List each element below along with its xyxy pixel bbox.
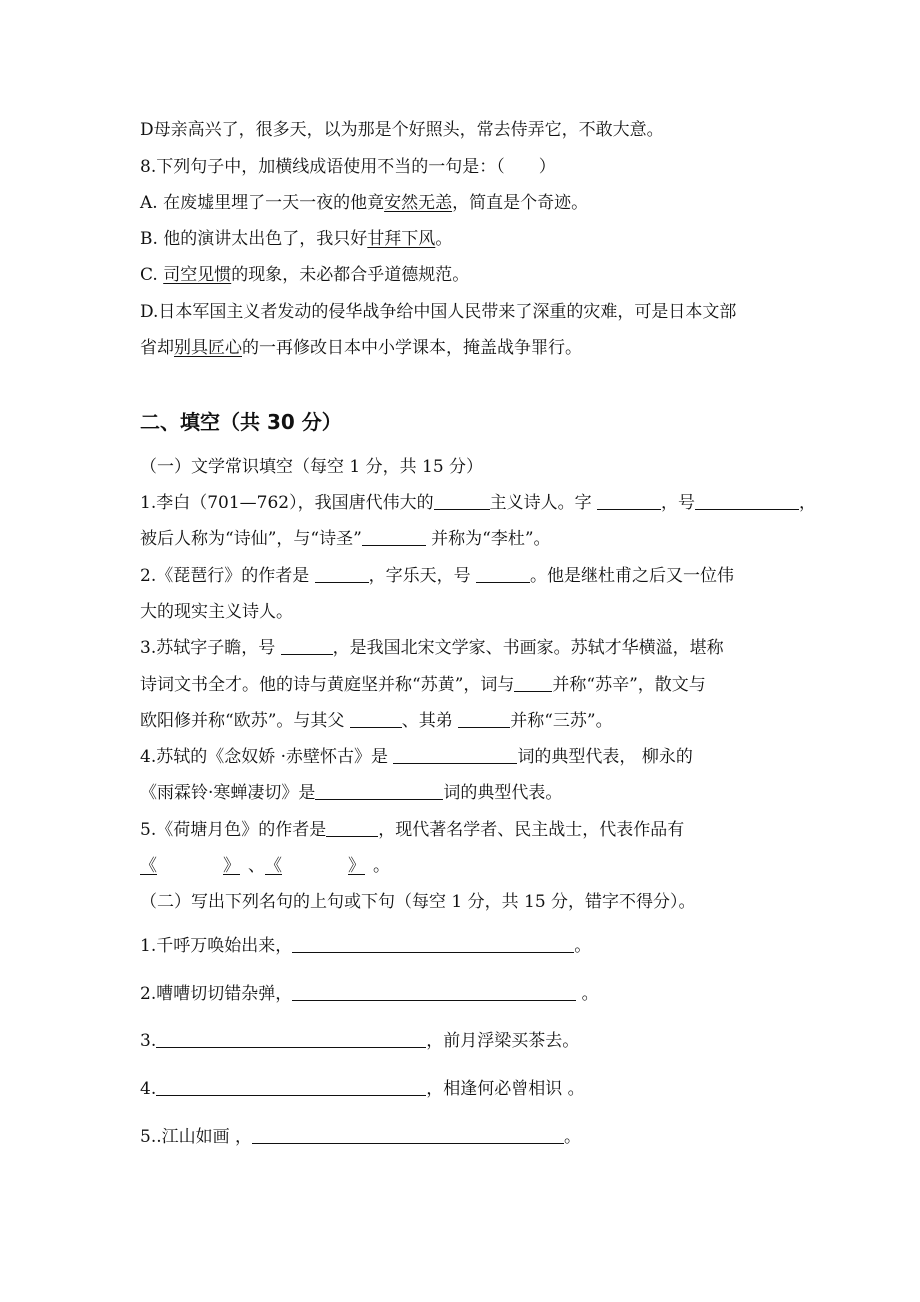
fill-q2-line1: 2.《琵琶行》的作者是 ，字乐天，号 。他是继杜甫之后又一位伟 (140, 566, 735, 586)
answer-blank[interactable]: 《 》 (140, 856, 240, 876)
fill-q4-line1: 4.苏轼的《念奴娇 ·赤壁怀古》是 词的典型代表， 柳永的 (140, 747, 693, 767)
q8-option-c: C. 司空见惯的现象，未必都合乎道德规范。 (140, 265, 470, 285)
answer-blank[interactable] (156, 1078, 426, 1096)
part2-heading: （二）写出下列名句的上句或下句（每空 1 分，共 15 分，错字不得分）。 (140, 892, 696, 912)
answer-blank[interactable] (315, 565, 369, 583)
answer-blank[interactable] (514, 674, 552, 692)
underlined-idiom: 司空见惯 (163, 265, 232, 285)
q8-stem: 8.下列句子中，加横线成语使用不当的一句是：（ ） (140, 157, 556, 177)
fill-q5-line1: 5.《荷塘月色》的作者是 ，现代著名学者、民主战士，代表作品有 (140, 820, 685, 840)
fill-q3-line1: 3.苏轼字子瞻，号 ，是我国北宋文学家、书画家。苏轼才华横溢，堪称 (140, 638, 724, 658)
fill-q3-line2: 诗词文书全才。他的诗与黄庭坚并称“苏黄”，词与 并称“苏辛”，散文与 (140, 675, 706, 695)
fill-q2-line2: 大的现实主义诗人。 (140, 602, 293, 622)
answer-blank[interactable] (476, 565, 530, 583)
answer-blank[interactable] (393, 746, 517, 764)
answer-blank[interactable] (281, 637, 333, 655)
answer-blank[interactable] (362, 528, 426, 546)
answer-blank[interactable] (434, 492, 490, 510)
q7-option-d: D母亲高兴了，很多天，以为那是个好照头，常去侍弄它，不敢大意。 (140, 120, 664, 140)
answer-blank[interactable] (315, 782, 443, 800)
verse-3: 3. ，前月浮梁买茶去。 (140, 1031, 580, 1051)
verse-1: 1.千呼万唤始出来， 。 (140, 936, 592, 956)
answer-blank[interactable] (695, 492, 799, 510)
verse-2: 2.嘈嘈切切错杂弹， 。 (140, 984, 599, 1004)
verse-5: 5..江山如画 ， 。 (140, 1127, 582, 1147)
answer-blank[interactable]: 《 》 (265, 856, 365, 876)
fill-q4-line2: 《雨霖铃·寒蝉凄切》是 词的典型代表。 (140, 783, 563, 803)
fill-q3-line3: 欧阳修并称“欧苏”。与其父 、其弟 并称“三苏”。 (140, 711, 613, 731)
fill-q1-line2: 被后人称为“诗仙”，与“诗圣” 并称为“李杜”。 (140, 529, 551, 549)
underlined-idiom: 甘拜下风 (367, 229, 436, 249)
q8-option-a: A. 在废墟里埋了一天一夜的他竟安然无恙，简直是个奇迹。 (140, 193, 589, 213)
answer-blank[interactable] (292, 935, 574, 953)
answer-blank[interactable] (597, 492, 661, 510)
q8-option-b: B. 他的演讲太出色了，我只好甘拜下风。 (140, 229, 453, 249)
answer-blank[interactable] (156, 1030, 426, 1048)
underlined-idiom: 别具匠心 (174, 338, 242, 358)
fill-q5-line2: 《 》 、《 》 。 (140, 856, 390, 876)
answer-blank[interactable] (252, 1126, 564, 1144)
answer-blank[interactable] (326, 819, 378, 837)
fill-q1-line1: 1.李白（701—762），我国唐代伟大的 主义诗人。字 ，号 ， (140, 493, 817, 513)
answer-blank[interactable] (350, 710, 402, 728)
part1-heading: （一）文学常识填空（每空 1 分，共 15 分） (140, 457, 484, 477)
answer-blank[interactable] (458, 710, 510, 728)
q8-option-d-line1: D.日本军国主义者发动的侵华战争给中国人民带来了深重的灾难，可是日本文部 (140, 302, 737, 322)
answer-blank[interactable] (292, 983, 576, 1001)
section-title: 二、填空（共 30 分） (140, 410, 342, 434)
underlined-idiom: 安然无恙 (384, 193, 453, 213)
verse-4: 4. ，相逢何必曾相识 。 (140, 1079, 585, 1099)
q8-option-d-line2: 省却别具匠心的一再修改日本中小学课本，掩盖战争罪行。 (140, 338, 582, 358)
